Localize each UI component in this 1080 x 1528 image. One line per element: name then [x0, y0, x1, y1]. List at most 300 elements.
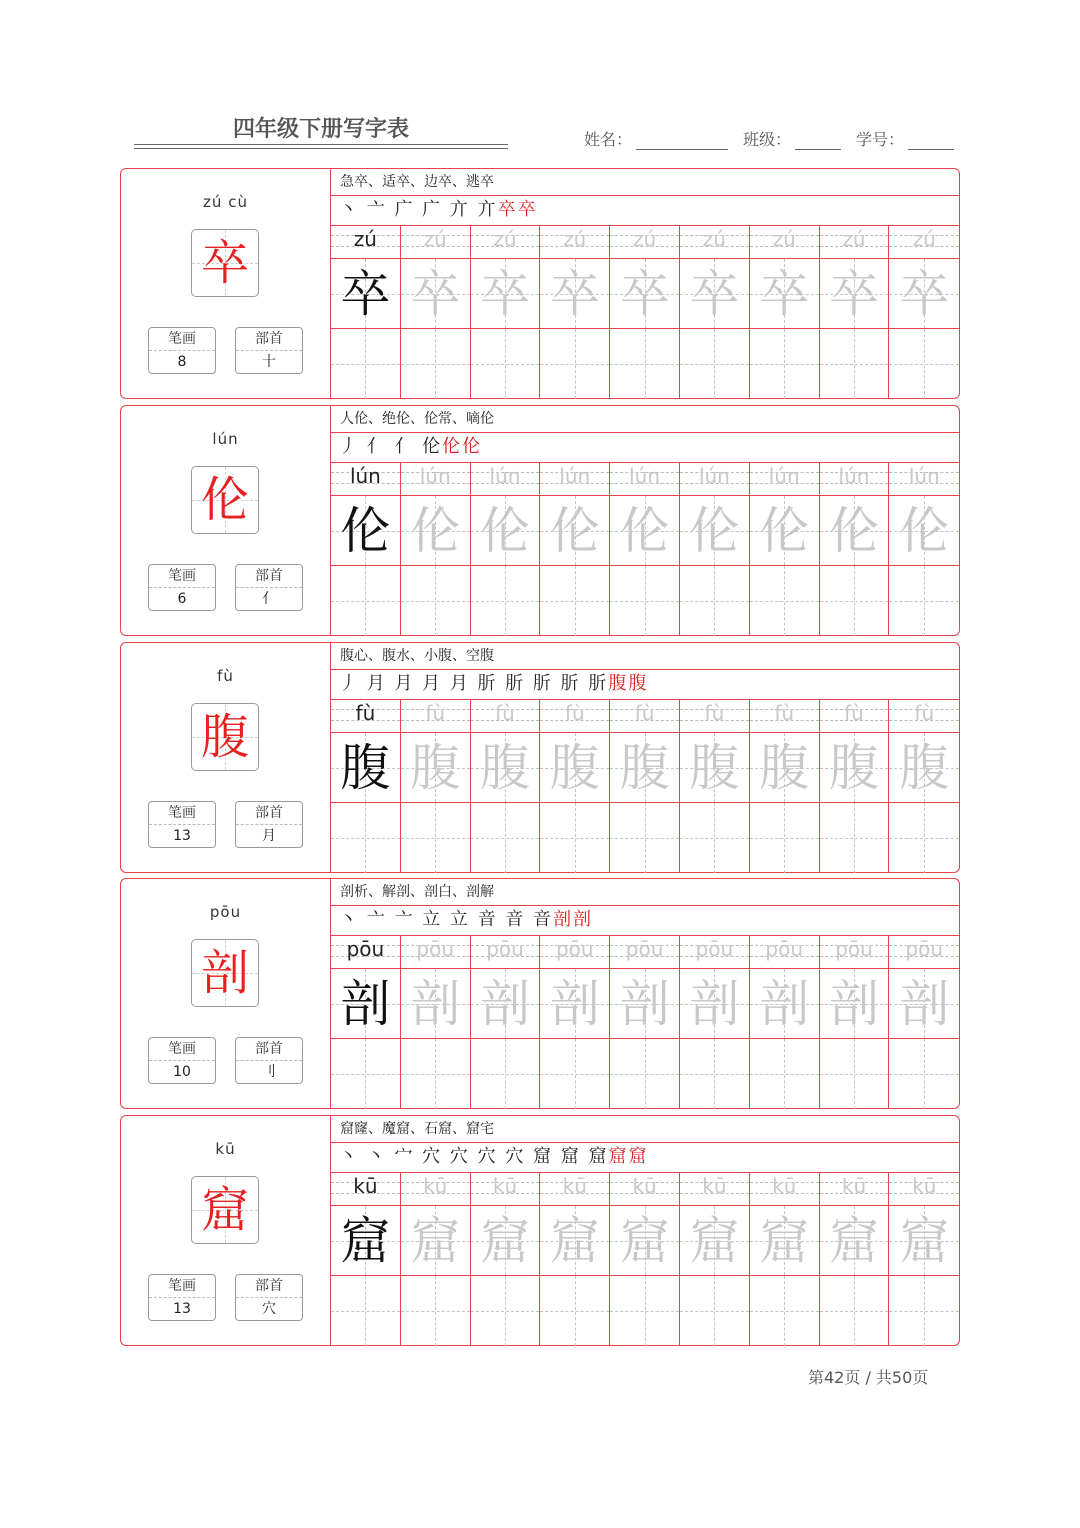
pinyin-cell[interactable]: [889, 935, 959, 969]
char-trace: 窟: [899, 1212, 950, 1270]
char-cell[interactable]: [471, 259, 540, 329]
blank-writing-cell[interactable]: [540, 1276, 609, 1346]
character-pinyin: kū: [215, 1140, 236, 1158]
practice-column[interactable]: [540, 935, 610, 1109]
pinyin-cell[interactable]: [610, 699, 679, 733]
pinyin-cell[interactable]: [401, 462, 470, 496]
stroke-order: [339, 434, 482, 460]
practice-column[interactable]: [750, 699, 820, 873]
blank-writing-cell[interactable]: [820, 803, 889, 873]
stroke-count-box: [148, 564, 216, 611]
char-cell[interactable]: [471, 1206, 540, 1276]
blank-writing-cell[interactable]: [680, 1039, 749, 1109]
practice-column[interactable]: [889, 462, 959, 636]
practice-column[interactable]: [471, 699, 541, 873]
char-trace: 伦: [689, 502, 740, 560]
pinyin-cell[interactable]: [889, 225, 959, 259]
stroke-order-steps: 丶 亠 广 广 亣 亣: [339, 199, 498, 220]
char-trace: 卒: [828, 265, 879, 323]
stroke-count-box: [148, 327, 216, 374]
char-trace: 剖: [689, 975, 740, 1033]
practice-column[interactable]: [820, 935, 890, 1109]
pinyin-trace: kū: [632, 1174, 657, 1198]
pinyin-trace: kū: [562, 1174, 587, 1198]
stroke-count-box: [148, 1037, 216, 1084]
practice-column[interactable]: [401, 935, 471, 1109]
practice-column[interactable]: [331, 225, 401, 399]
pinyin-cell[interactable]: [540, 462, 609, 496]
char-cell[interactable]: [331, 496, 400, 566]
blank-writing-cell[interactable]: [610, 329, 679, 399]
stroke-count-label: 笔画: [149, 328, 215, 351]
char-trace: 腹: [619, 739, 670, 797]
pinyin-trace: fù: [774, 701, 795, 725]
practice-column[interactable]: [680, 225, 750, 399]
character-glyph: 腹: [200, 709, 249, 765]
char-cell[interactable]: [401, 259, 470, 329]
blank-writing-cell[interactable]: [471, 329, 540, 399]
char-cell[interactable]: [680, 733, 749, 803]
character-display: [191, 229, 259, 297]
blank-writing-cell[interactable]: [750, 1039, 819, 1109]
char-cell[interactable]: [889, 733, 959, 803]
char-cell[interactable]: [889, 259, 959, 329]
blank-writing-cell[interactable]: [889, 566, 959, 636]
example-words: 腹心、腹水、小腹、空腹: [331, 643, 959, 670]
blank-writing-cell[interactable]: [889, 803, 959, 873]
blank-writing-cell[interactable]: [610, 803, 679, 873]
stroke-order-steps: 丶 亠 亠 立 立 音 音 音: [339, 909, 554, 930]
char-cell[interactable]: [331, 969, 400, 1039]
char-cell[interactable]: [820, 969, 889, 1039]
stroke-count-box: [148, 1274, 216, 1321]
char-trace: 腹: [899, 739, 950, 797]
pinyin-cell[interactable]: [471, 225, 540, 259]
char-cell[interactable]: [750, 496, 819, 566]
title-underline-2: [134, 148, 508, 149]
pinyin-trace: lún: [559, 464, 591, 488]
pinyin-trace: fù: [704, 701, 725, 725]
practice-column[interactable]: [401, 225, 471, 399]
pinyin-cell[interactable]: [471, 699, 540, 733]
pinyin-cell[interactable]: [331, 935, 400, 969]
blank-writing-cell[interactable]: [471, 566, 540, 636]
pinyin-cell[interactable]: [610, 935, 679, 969]
pinyin-cell[interactable]: [889, 462, 959, 496]
radical-box: [235, 327, 303, 374]
blank-writing-cell[interactable]: [820, 1039, 889, 1109]
pinyin-cell[interactable]: [750, 935, 819, 969]
char-cell[interactable]: [889, 969, 959, 1039]
character-info-panel: [121, 1116, 331, 1345]
pinyin-cell[interactable]: [889, 1172, 959, 1206]
blank-writing-cell[interactable]: [680, 1276, 749, 1346]
radical-value: 刂: [262, 1064, 276, 1080]
character-info-panel: [121, 169, 331, 398]
pinyin-cell[interactable]: [401, 225, 470, 259]
blank-writing-cell[interactable]: [820, 1276, 889, 1346]
pinyin-cell[interactable]: [610, 1172, 679, 1206]
blank-writing-cell[interactable]: [471, 1276, 540, 1346]
example-words: 急卒、适卒、边卒、逃卒: [331, 169, 959, 196]
char-trace: 剖: [899, 975, 950, 1033]
char-trace: 窟: [410, 1212, 461, 1270]
char-cell[interactable]: [471, 969, 540, 1039]
char-cell[interactable]: [610, 259, 679, 329]
char-cell[interactable]: [540, 733, 609, 803]
char-cell[interactable]: [540, 496, 609, 566]
practice-column[interactable]: [820, 225, 890, 399]
blank-writing-cell[interactable]: [680, 566, 749, 636]
blank-writing-cell[interactable]: [680, 329, 749, 399]
practice-column[interactable]: [610, 699, 680, 873]
char-cell[interactable]: [680, 259, 749, 329]
blank-writing-cell[interactable]: [750, 329, 819, 399]
pinyin-cell[interactable]: [820, 1172, 889, 1206]
student-id-blank[interactable]: [908, 131, 954, 150]
practice-column[interactable]: [540, 699, 610, 873]
pinyin-cell[interactable]: [820, 935, 889, 969]
radical-box: [235, 801, 303, 848]
blank-writing-cell[interactable]: [331, 803, 400, 873]
blank-writing-cell[interactable]: [540, 566, 609, 636]
pinyin-trace: lún: [908, 464, 940, 488]
char-trace: 卒: [899, 265, 950, 323]
blank-writing-cell[interactable]: [680, 803, 749, 873]
char-trace: 窟: [828, 1212, 879, 1270]
blank-writing-cell[interactable]: [331, 566, 400, 636]
stroke-order-final: 伦伦: [442, 436, 483, 457]
title-area: [134, 110, 508, 150]
stroke-count-label: 笔画: [149, 565, 215, 588]
blank-writing-cell[interactable]: [471, 1039, 540, 1109]
pinyin-cell[interactable]: [750, 225, 819, 259]
char-trace: 窟: [479, 1212, 530, 1270]
stroke-count-value: 13: [173, 828, 191, 844]
blank-writing-cell[interactable]: [540, 329, 609, 399]
practice-column[interactable]: [680, 462, 750, 636]
blank-writing-cell[interactable]: [610, 566, 679, 636]
blank-writing-cell[interactable]: [610, 1276, 679, 1346]
practice-column[interactable]: [610, 1172, 680, 1346]
blank-writing-cell[interactable]: [610, 1039, 679, 1109]
blank-writing-cell[interactable]: [750, 566, 819, 636]
char-sample: 卒: [340, 265, 391, 323]
char-cell[interactable]: [680, 969, 749, 1039]
pinyin-trace: fù: [914, 701, 935, 725]
char-cell[interactable]: [820, 496, 889, 566]
radical-box: [235, 1274, 303, 1321]
practice-column[interactable]: [680, 935, 750, 1109]
blank-writing-cell[interactable]: [401, 1039, 470, 1109]
student-id-field[interactable]: [856, 127, 954, 150]
practice-column[interactable]: [680, 699, 750, 873]
pinyin-sample: pōu: [346, 937, 385, 961]
class-field[interactable]: [743, 127, 841, 150]
char-cell[interactable]: [750, 733, 819, 803]
pinyin-trace: pōu: [835, 937, 873, 961]
practice-column[interactable]: [889, 935, 959, 1109]
radical-value: 月: [262, 828, 276, 844]
char-cell[interactable]: [331, 259, 400, 329]
char-trace: 腹: [828, 739, 879, 797]
stroke-count-label: 笔画: [149, 1275, 215, 1298]
name-field[interactable]: [584, 127, 728, 150]
pinyin-cell[interactable]: [680, 225, 749, 259]
stroke-order: [339, 197, 538, 223]
pinyin-sample: fù: [355, 701, 376, 725]
char-cell[interactable]: [680, 1206, 749, 1276]
practice-column[interactable]: [401, 462, 471, 636]
char-trace: 伦: [828, 502, 879, 560]
pinyin-sample: lún: [349, 464, 381, 488]
practice-column[interactable]: [540, 1172, 610, 1346]
practice-column[interactable]: [820, 699, 890, 873]
pinyin-cell[interactable]: [401, 935, 470, 969]
practice-panel: [331, 1116, 959, 1345]
name-blank[interactable]: [636, 131, 728, 150]
blank-writing-cell[interactable]: [331, 1276, 400, 1346]
pinyin-trace: zú: [563, 227, 587, 251]
char-trace: 腹: [759, 739, 810, 797]
char-sample: 窟: [340, 1212, 391, 1270]
practice-column[interactable]: [471, 225, 541, 399]
char-cell[interactable]: [889, 496, 959, 566]
char-cell[interactable]: [680, 496, 749, 566]
practice-column[interactable]: [540, 225, 610, 399]
pinyin-trace: fù: [425, 701, 446, 725]
pinyin-cell[interactable]: [540, 935, 609, 969]
pinyin-cell[interactable]: [889, 699, 959, 733]
blank-writing-cell[interactable]: [401, 566, 470, 636]
pinyin-trace: zú: [772, 227, 796, 251]
practice-column[interactable]: [610, 462, 680, 636]
character-display: [191, 703, 259, 771]
char-trace: 卒: [759, 265, 810, 323]
student-id-label: 学号：: [856, 130, 905, 149]
practice-column[interactable]: [331, 935, 401, 1109]
blank-writing-cell[interactable]: [820, 566, 889, 636]
char-trace: 剖: [549, 975, 600, 1033]
stroke-count-value: 13: [173, 1301, 191, 1317]
pinyin-sample: zú: [353, 227, 377, 251]
char-trace: 卒: [410, 265, 461, 323]
pinyin-trace: lún: [768, 464, 800, 488]
practice-column[interactable]: [331, 699, 401, 873]
char-cell[interactable]: [331, 733, 400, 803]
pinyin-trace: kū: [912, 1174, 937, 1198]
char-cell[interactable]: [540, 969, 609, 1039]
practice-column[interactable]: [471, 935, 541, 1109]
practice-column[interactable]: [750, 462, 820, 636]
character-display: [191, 466, 259, 534]
pinyin-cell[interactable]: [610, 462, 679, 496]
stroke-order-final: 窟窟: [608, 1146, 649, 1167]
practice-column[interactable]: [820, 462, 890, 636]
pinyin-cell[interactable]: [540, 699, 609, 733]
example-words: 人伦、绝伦、伦常、嘀伦: [331, 406, 959, 433]
pinyin-trace: lún: [629, 464, 661, 488]
title-underline: [134, 144, 508, 145]
char-cell[interactable]: [401, 733, 470, 803]
char-cell[interactable]: [820, 1206, 889, 1276]
character-pinyin: lún: [212, 430, 239, 448]
practice-column[interactable]: [540, 462, 610, 636]
char-cell[interactable]: [471, 496, 540, 566]
pinyin-trace: pōu: [625, 937, 664, 961]
char-trace: 腹: [689, 739, 740, 797]
practice-panel: [331, 406, 959, 635]
blank-writing-cell[interactable]: [331, 329, 400, 399]
practice-panel: [331, 643, 959, 872]
practice-column[interactable]: [750, 1172, 820, 1346]
char-cell[interactable]: [750, 1206, 819, 1276]
character-info-panel: [121, 643, 331, 872]
blank-writing-cell[interactable]: [401, 803, 470, 873]
radical-label: 部首: [236, 802, 302, 825]
char-cell[interactable]: [750, 259, 819, 329]
practice-grid: [331, 462, 959, 636]
practice-column[interactable]: [820, 1172, 890, 1346]
practice-column[interactable]: [889, 699, 959, 873]
class-blank[interactable]: [795, 131, 841, 150]
char-cell[interactable]: [750, 969, 819, 1039]
practice-column[interactable]: [750, 935, 820, 1109]
char-trace: 窟: [549, 1212, 600, 1270]
blank-writing-cell[interactable]: [540, 1039, 609, 1109]
character-card: [120, 1115, 960, 1346]
char-trace: 剖: [619, 975, 670, 1033]
pinyin-cell[interactable]: [471, 462, 540, 496]
pinyin-cell[interactable]: [680, 1172, 749, 1206]
pinyin-cell[interactable]: [331, 225, 400, 259]
character-display: [191, 939, 259, 1007]
pinyin-trace: zú: [912, 227, 936, 251]
pinyin-trace: fù: [634, 701, 655, 725]
pinyin-cell[interactable]: [820, 462, 889, 496]
practice-column[interactable]: [471, 462, 541, 636]
practice-column[interactable]: [401, 699, 471, 873]
blank-writing-cell[interactable]: [889, 1039, 959, 1109]
pinyin-cell[interactable]: [750, 699, 819, 733]
pinyin-cell[interactable]: [680, 935, 749, 969]
char-cell[interactable]: [889, 1206, 959, 1276]
practice-column[interactable]: [610, 225, 680, 399]
pinyin-cell[interactable]: [401, 1172, 470, 1206]
char-cell[interactable]: [820, 259, 889, 329]
char-cell[interactable]: [610, 969, 679, 1039]
pinyin-trace: lún: [838, 464, 870, 488]
pinyin-cell[interactable]: [540, 1172, 609, 1206]
pinyin-cell[interactable]: [331, 1172, 400, 1206]
pinyin-cell[interactable]: [540, 225, 609, 259]
pinyin-trace: zú: [493, 227, 517, 251]
practice-column[interactable]: [471, 1172, 541, 1346]
pinyin-trace: kū: [841, 1174, 867, 1198]
pinyin-trace: zú: [842, 227, 866, 251]
practice-column[interactable]: [401, 1172, 471, 1346]
class-label: 班级：: [743, 130, 792, 149]
stroke-count-label: 笔画: [149, 1038, 215, 1061]
pinyin-trace: pōu: [486, 937, 524, 961]
blank-writing-cell[interactable]: [750, 1276, 819, 1346]
char-trace: 腹: [410, 739, 461, 797]
pinyin-cell[interactable]: [750, 462, 819, 496]
pinyin-cell[interactable]: [610, 225, 679, 259]
blank-writing-cell[interactable]: [750, 803, 819, 873]
example-words: 窟窿、魔窟、石窟、窟宅: [331, 1116, 959, 1143]
char-cell[interactable]: [540, 259, 609, 329]
blank-writing-cell[interactable]: [889, 329, 959, 399]
blank-writing-cell[interactable]: [540, 803, 609, 873]
stroke-count-label: 笔画: [149, 802, 215, 825]
pinyin-cell[interactable]: [820, 225, 889, 259]
pinyin-cell[interactable]: [680, 462, 749, 496]
pinyin-trace: lún: [489, 464, 521, 488]
char-cell[interactable]: [401, 1206, 470, 1276]
practice-column[interactable]: [889, 1172, 959, 1346]
char-cell[interactable]: [820, 733, 889, 803]
character-pinyin: zú cù: [203, 193, 248, 211]
character-pinyin: pōu: [209, 903, 242, 921]
practice-column[interactable]: [610, 935, 680, 1109]
char-trace: 剖: [410, 975, 461, 1033]
pinyin-cell[interactable]: [471, 1172, 540, 1206]
practice-grid: [331, 699, 959, 873]
stroke-order-row: [331, 1142, 959, 1173]
pinyin-cell[interactable]: [471, 935, 540, 969]
char-cell[interactable]: [610, 496, 679, 566]
blank-writing-cell[interactable]: [889, 1276, 959, 1346]
radical-value: 穴: [262, 1301, 276, 1317]
pinyin-cell[interactable]: [680, 699, 749, 733]
pinyin-cell[interactable]: [331, 462, 400, 496]
pinyin-trace: pōu: [765, 937, 803, 961]
char-cell[interactable]: [401, 969, 470, 1039]
char-cell[interactable]: [610, 1206, 679, 1276]
char-cell[interactable]: [401, 496, 470, 566]
char-cell[interactable]: [610, 733, 679, 803]
blank-writing-cell[interactable]: [331, 1039, 400, 1109]
char-cell[interactable]: [540, 1206, 609, 1276]
char-trace: 窟: [689, 1212, 740, 1270]
pinyin-cell[interactable]: [820, 699, 889, 733]
pinyin-trace: pōu: [416, 937, 454, 961]
pinyin-cell[interactable]: [331, 699, 400, 733]
character-card: [120, 405, 960, 636]
practice-column[interactable]: [331, 1172, 401, 1346]
blank-writing-cell[interactable]: [471, 803, 540, 873]
practice-column[interactable]: [889, 225, 959, 399]
char-cell[interactable]: [471, 733, 540, 803]
character-glyph: 剖: [200, 945, 249, 1001]
blank-writing-cell[interactable]: [820, 329, 889, 399]
pinyin-cell[interactable]: [750, 1172, 819, 1206]
stroke-count-box: [148, 801, 216, 848]
pinyin-cell[interactable]: [401, 699, 470, 733]
blank-writing-cell[interactable]: [401, 329, 470, 399]
char-cell[interactable]: [331, 1206, 400, 1276]
practice-column[interactable]: [750, 225, 820, 399]
practice-column[interactable]: [680, 1172, 750, 1346]
character-glyph: 卒: [200, 235, 249, 291]
character-glyph: 伦: [200, 472, 249, 528]
blank-writing-cell[interactable]: [401, 1276, 470, 1346]
page-title: 四年级下册写字表: [232, 117, 409, 142]
character-card: [120, 168, 960, 399]
stroke-count-value: 10: [173, 1064, 191, 1080]
practice-column[interactable]: [331, 462, 401, 636]
